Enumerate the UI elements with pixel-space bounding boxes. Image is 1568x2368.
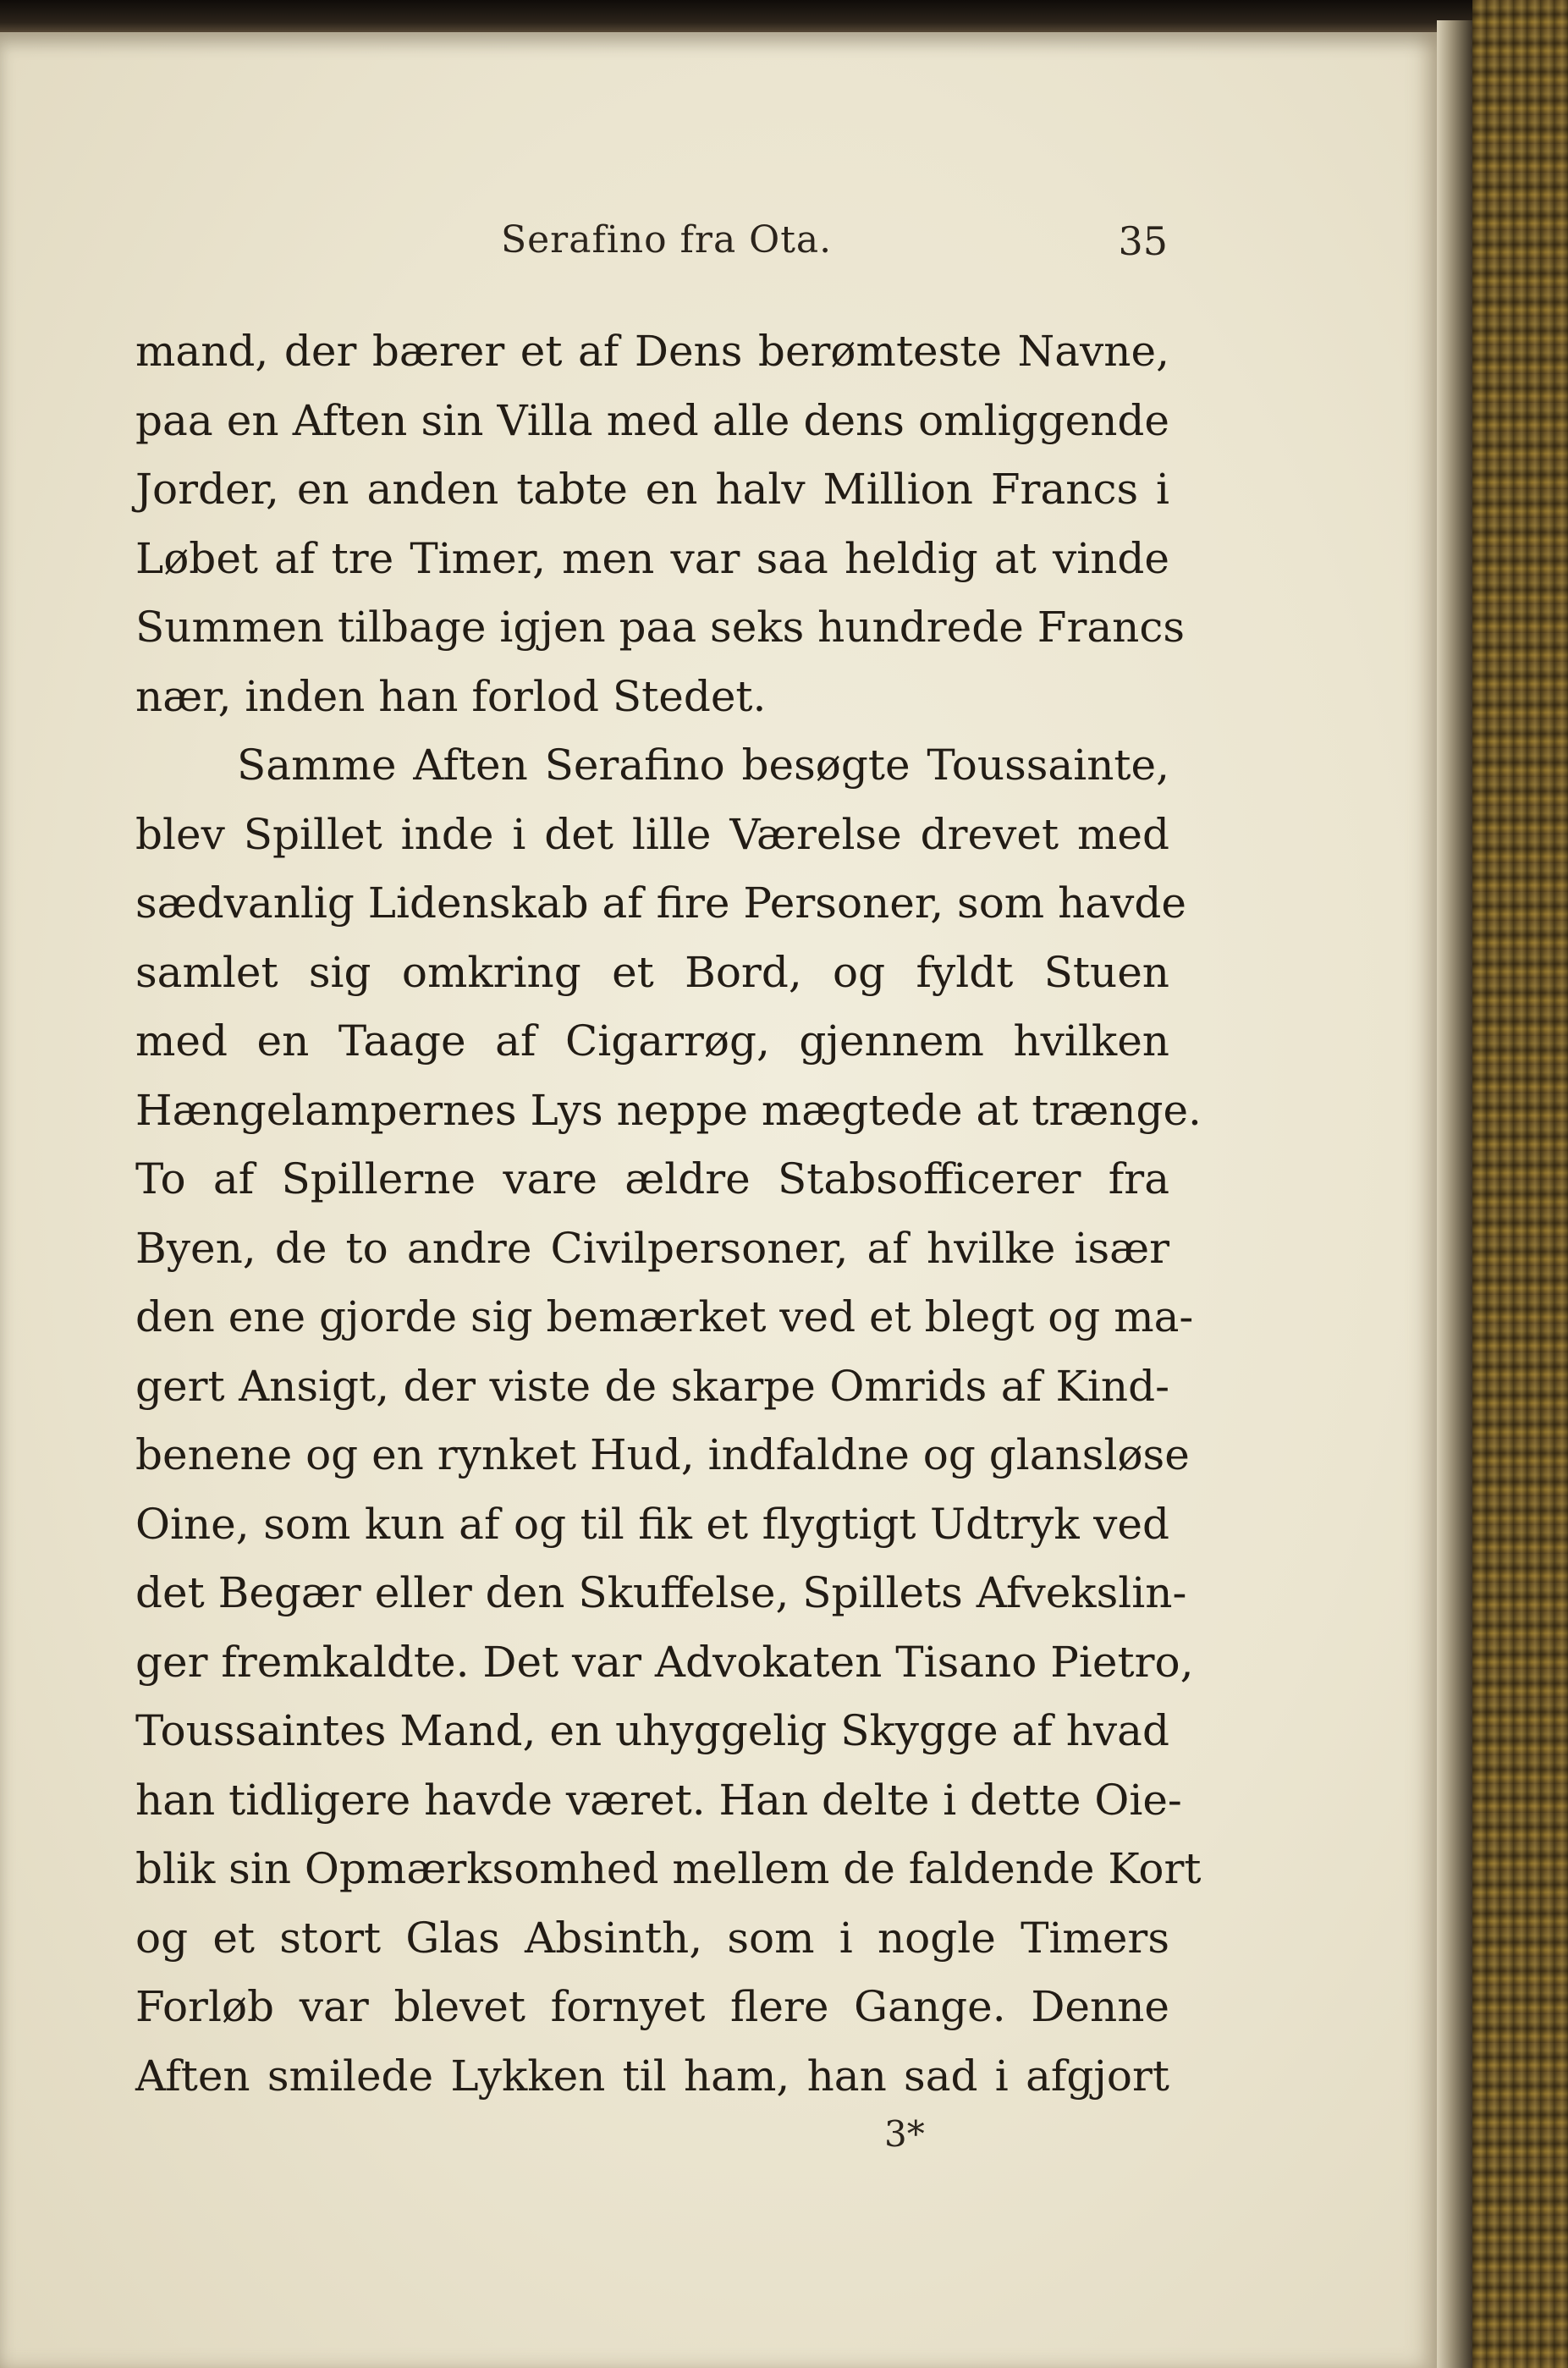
text-line: Jorder, en anden tabte en halv Million Francs i bbox=[135, 465, 1169, 514]
text-line: den ene gjorde sig bemærket ved et blegt og ma- bbox=[135, 1292, 1194, 1341]
text-line: Aften smilede Lykken til ham, han sad i afgjort bbox=[135, 2051, 1169, 2101]
text-line: ger fremkaldte. Det var Advokaten Tisano Pietro, bbox=[135, 1637, 1194, 1687]
text-line: Samme Aften Serafino besøgte Toussainte, bbox=[237, 741, 1169, 790]
text-line: nær, inden han forlod Stedet. bbox=[135, 671, 767, 721]
text-line: benene og en rynket Hud, indfaldne og glansløse bbox=[135, 1430, 1190, 1479]
text-line: mand, der bærer et af Dens berømteste Navne, bbox=[135, 327, 1169, 376]
text-line: paa en Aften sin Villa med alle dens omliggende bbox=[135, 395, 1169, 445]
text-line: det Begær eller den Skuffelse, Spillets Afvekslin- bbox=[135, 1568, 1187, 1617]
running-header bbox=[152, 218, 1168, 278]
text-line: Forløb var blevet fornyet flere Gange. Denne bbox=[135, 1982, 1169, 2031]
text-line: sædvanlig Lidenskab af fire Personer, som havde bbox=[135, 878, 1186, 928]
text-line: blev Spillet inde i det lille Værelse drevet med bbox=[135, 809, 1169, 859]
text-line: han tidligere havde været. Han delte i dette Oie- bbox=[135, 1775, 1182, 1825]
page-gutter-shadow bbox=[1437, 20, 1472, 2368]
text-line: Oine, som kun af og til fik et flygtigt Udtryk ved bbox=[135, 1499, 1169, 1549]
body-text bbox=[135, 317, 1202, 2111]
text-line: gert Ansigt, der viste de skarpe Omrids af Kind- bbox=[135, 1361, 1169, 1411]
book-edge-marbled bbox=[1472, 0, 1568, 2368]
text-line: Summen tilbage igjen paa seks hundrede Francs bbox=[135, 603, 1186, 652]
signature-mark: 3* bbox=[884, 2113, 925, 2155]
text-line: To af Spillerne vare ældre Stabsofficerer fra bbox=[135, 1154, 1169, 1203]
text-line: Løbet af tre Timer, men var saa heldig at vinde bbox=[135, 533, 1169, 583]
text-line: Byen, de to andre Civilpersoner, af hvilke især bbox=[135, 1223, 1169, 1273]
text-line: blik sin Opmærksomhed mellem de faldende Kort bbox=[135, 1844, 1202, 1893]
text-line: samlet sig omkring et Bord, og fyldt Stuen bbox=[135, 947, 1169, 997]
top-shadow-band bbox=[0, 0, 1472, 32]
page-number: 35 bbox=[1118, 218, 1168, 264]
text-line: med en Taage af Cigarrøg, gjennem hvilken bbox=[135, 1016, 1169, 1066]
text-line: Toussaintes Mand, en uhyggelig Skygge af hvad bbox=[135, 1706, 1169, 1755]
running-title: Serafino fra Ota. bbox=[501, 218, 833, 262]
text-line: og et stort Glas Absinth, som i nogle Timers bbox=[135, 1913, 1169, 1963]
text-line: Hængelampernes Lys neppe mægtede at trænge. bbox=[135, 1085, 1202, 1135]
